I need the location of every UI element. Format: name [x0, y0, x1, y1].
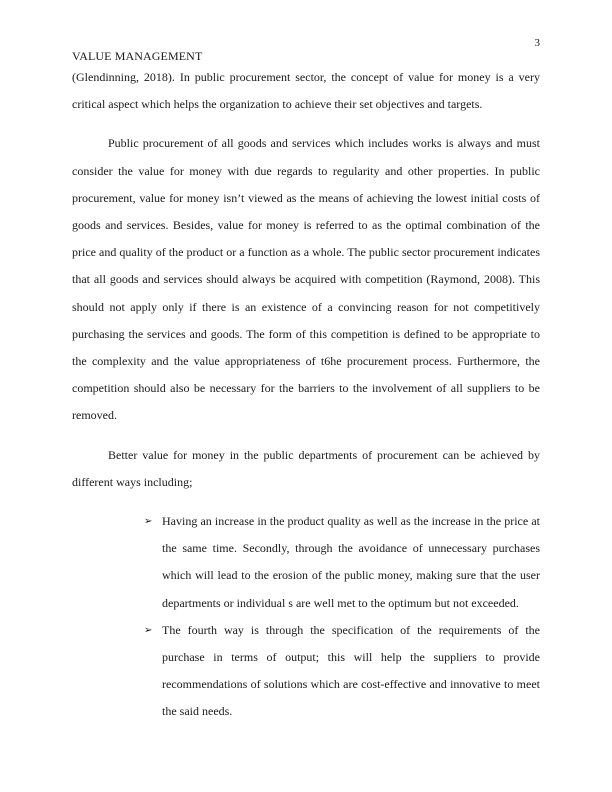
page-number: 3 — [534, 37, 540, 49]
arrowhead-bullet-icon: ➢ — [144, 516, 153, 528]
list-item-text: The fourth way is through the specification of the requirements of the purchase in terms of output; this will help the suppliers to provide recommendations of solutions which are cost-effective and innovative to meet the said needs. — [162, 622, 540, 719]
paragraph-public-procurement: Public procurement of all goods and services which includes works is always and must consider the value for money with due regards to regularity and other properties. In public procurement, value for money isn’t viewed as the means of achieving the lowest initial costs of goods and services. Besides, value for money is referred to as the optimal combination of the price and quality of the product or a function as a whole. The public sector procurement indicates that all goods and services should always be acquired with competition (Raymond, 2008). This should not apply only if there is an existence of a convincing reason for not competitively purchasing the services and goods. The form of this competition is defined to be appropriate to the complexity and the value appropriateness of t6he procurement process. Furthermore, the competition should also be necessary for the barriers to the involvement of all suppliers to be removed. — [72, 136, 540, 423]
paragraph-better-value: Better value for money in the public departments of procurement can be achieved by different ways including; — [72, 447, 540, 489]
document-body — [72, 64, 540, 726]
list-item — [144, 508, 540, 617]
list-item-text: Having an increase in the product quality as well as the increase in the price at the same time. Secondly, through the avoidance of unnecessary purchases which will lead to the erosion of the public money, making sure that the user departments or individual s are well met to the optimum but not exceeded. — [162, 514, 540, 610]
arrowhead-bullet-icon: ➢ — [144, 624, 153, 636]
paragraph-continuation: (Glendinning, 2018). In public procurement sector, the concept of value for money is a very critical aspect which helps the organization to achieve their set objectives and targets. — [72, 70, 540, 112]
list-item — [144, 617, 540, 726]
bullet-list — [72, 508, 540, 726]
running-head: VALUE MANAGEMENT — [72, 49, 203, 63]
